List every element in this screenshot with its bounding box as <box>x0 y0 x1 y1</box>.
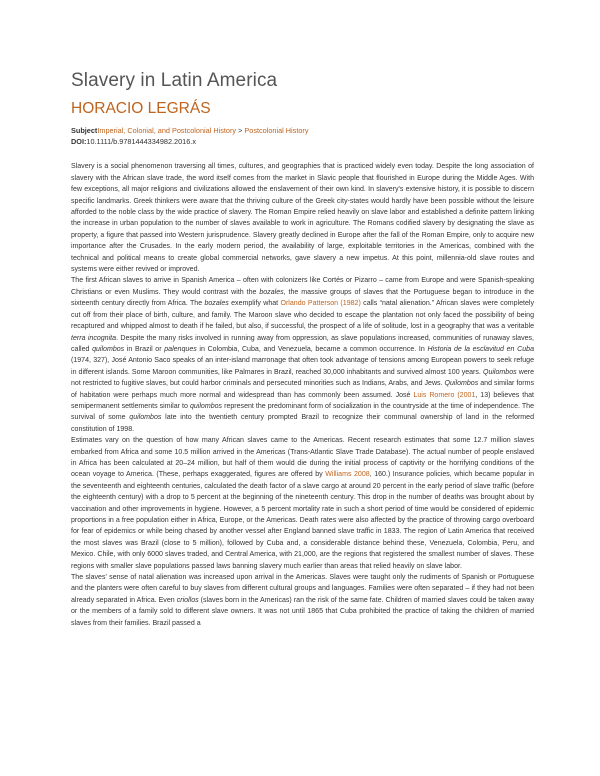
text-run: represent the predominant form of socialization in the countryside at the time of independence. The survival of some <box>71 402 535 422</box>
text-run: , 160.) Insurance policies, which became popular in the seventeenth and eighteenth centuries, calculated the death factor of a slave cargo at around 20 percent in the early period of slave traffic (before the eighteenth century) with a drop to 5 percent at the beginning of the nineteenth century. This drop in the number of deaths was brought about by vaccination and other improvements in hygiene. However, a 5 percent mortality rate in such a short period of time would be considered of epidemic proportions in a free population either in Africa, Europe, or the Americas. Death rates were also affected by the practice of throwing cargo overboard for fear of epidemics or while being chased by another vessel after England banned slave traffic in 1833. The region of Latin America that received the most slaves was Brazil (close to 5 million), followed by Cuba and, a considerable distance behind these, Venezuela, Colombia, Peru, and Mexico. Chile, with only 6000 slaves traded, and Central America, with 21,000, are the regions that registered the smallest number of slaves. These regions with smaller slave populations passed laws banning slavery much earlier than areas that relied heavily on slave labor. <box>71 471 534 570</box>
body-paragraph <box>71 572 534 629</box>
article-meta <box>71 125 534 147</box>
italic-term: palenques <box>164 345 197 353</box>
italic-term: terra incognita <box>71 334 117 342</box>
subject-link[interactable]: Imperial, Colonial, and Postcolonial History <box>97 126 237 135</box>
subject-label: Subject <box>71 126 98 135</box>
citation-link[interactable]: Luis Romero (2001 <box>413 391 476 399</box>
body-paragraph <box>71 435 534 572</box>
text-run: were not restricted to fugitive slaves, but could harbor criminals and persecuted minorities such as Indians, Arabs, and Jews. <box>71 368 534 388</box>
text-run: calls “natal alienation.” African slaves were completely cut off from their place of birth, culture, and family. The Maroon slave who decided to escape the plantation not only faced the possibility of being recaptured and whipped almost to death if he failed, but also, if successful, the prospect of a life of solitude, lost in a geography that was a veritable <box>71 300 534 331</box>
citation-link[interactable]: Orlando Patterson (1982) <box>280 300 361 308</box>
citation-link[interactable]: Williams 2008 <box>325 471 370 479</box>
subject-separator: > <box>236 126 245 135</box>
text-run: (slaves born in the Americas) ran the risk of the same fate. Children of married slaves could be taken away or the members of a family sold to different slave owners. It was not until 1865 that Cuba prohibited the practice of taking the children of married slaves from their families. Brazil passed a <box>71 596 535 627</box>
text-run: The first African slaves to arrive in Spanish America – often with colonizers like Cortés or Pizarro – came from Europe and were Spanish-speaking Christians or even Muslims. They would contrast with the <box>71 277 534 296</box>
subject-line <box>71 125 534 136</box>
text-run: and similar forms of habitation were perhaps much more normal and widespread than has commonly been assumed. José <box>71 380 534 399</box>
text-run: . Despite the many risks involved in running away from oppression, as slave populations increased, communities of runaway slaves, called <box>71 334 535 353</box>
text-run: in Colombia, Cuba, and Venezuela, became a common occurrence. In <box>196 345 428 353</box>
article-title: Slavery in Latin America <box>71 70 278 91</box>
italic-term: bozales <box>259 288 284 296</box>
italic-term: criollos <box>176 596 199 604</box>
italic-term: bozales <box>204 300 229 308</box>
author-name: HORACIO LEGRÁS <box>71 100 211 117</box>
italic-term: quilombos <box>129 414 162 422</box>
italic-term: quilombos <box>189 402 223 410</box>
doi-line <box>71 136 534 147</box>
text-run: exemplify what <box>228 300 281 308</box>
body-paragraph <box>71 161 534 275</box>
subject-sub-link[interactable]: Postcolonial History <box>244 126 309 135</box>
body-paragraph <box>71 275 534 435</box>
text-run: (1974, 327), José Antonio Saco speaks of an inter-island marronage that often took advantage of tensions among European powers to seek refuge in different islands. Some Maroon communities, like Palmares in Brazil, reached 30,000 inhabitants and survived almost 100 years. <box>71 357 534 376</box>
text-run: Estimates vary on the question of how many African slaves came to the Americas. Recent research estimates that some 12.7 million slaves embarked from Africa and some 10.5 million arrived in the Americas (Trans-Atlantic Slave Trade Database). The actual number of people enslaved in Africa has been calculated at 20–24 million, but half of them would die during the initial process of captivity or the horrifying conditions of the ocean voyage to America. (These, perhaps exaggerated, figures are offered by <box>71 437 534 479</box>
italic-term: Quilombos <box>482 368 517 376</box>
doi-label: DOI: <box>71 137 87 147</box>
italic-term: quilombos <box>92 345 125 353</box>
italic-term: Quilombos <box>444 380 479 388</box>
doi-value: 10.1111/b.9781444334982.2016.x <box>86 137 196 147</box>
text-run: late into the twentieth century prompted Brazil to recognize their communal ownership of land in the reformed constitution of 1998. <box>71 414 534 433</box>
text-run: , 13) believes that semipermanent settlements similar to <box>71 391 534 410</box>
text-run: , the massive groups of slaves that the Portuguese began to introduce in the sixteenth century directly from Africa. The <box>71 288 534 308</box>
article-body <box>71 161 534 629</box>
italic-term: Historia de la esclavitud en Cuba <box>427 345 534 353</box>
text-run: in Brazil or <box>124 345 165 353</box>
text-run: The slaves' sense of natal alienation was increased upon arrival in the Americas. Slaves were taught only the rudiments of Spanish or Portuguese and the planters were often careful to buy slaves from different cultural groups and languages. Families were often separated – if they had not been already separated in Africa. Even <box>71 574 534 604</box>
text-run: Slavery is a social phenomenon traversing all times, cultures, and geographies that is practiced widely even today. Despite the long association of slavery with the African slave trade, the word itself comes from the market in Slavic people that flourished in Europe during the Middle Ages. With few exceptions, all major religions and civilizations allowed the enslavement of their own kind. In slavery's extensive history, it is possible to discern specific landmarks. Greek thinkers were aware that the thriving culture of the Greek city-states would hardly have been possible without the leisure afforded to the noble class by the wide practice of slavery. The Roman Empire relied heavily on slave labor and established a definite pattern linking the increase in urban population to the number of slaves available to work in agriculture. The Romans codified slavery by designating the slave as property, a figure that passed into Western jurisprudence. Slavery greatly declined in Europe after the fall of the Roman Empire, only to acquire new importance after the Crusades. In the early modern period, the availability of large, exploitable territories in the Americas, combined with the technical and political means to create global commercial networks, gave slavery a new impetus. At this point, millennia-old slave routes and systems were either revived or improved. <box>71 163 534 274</box>
